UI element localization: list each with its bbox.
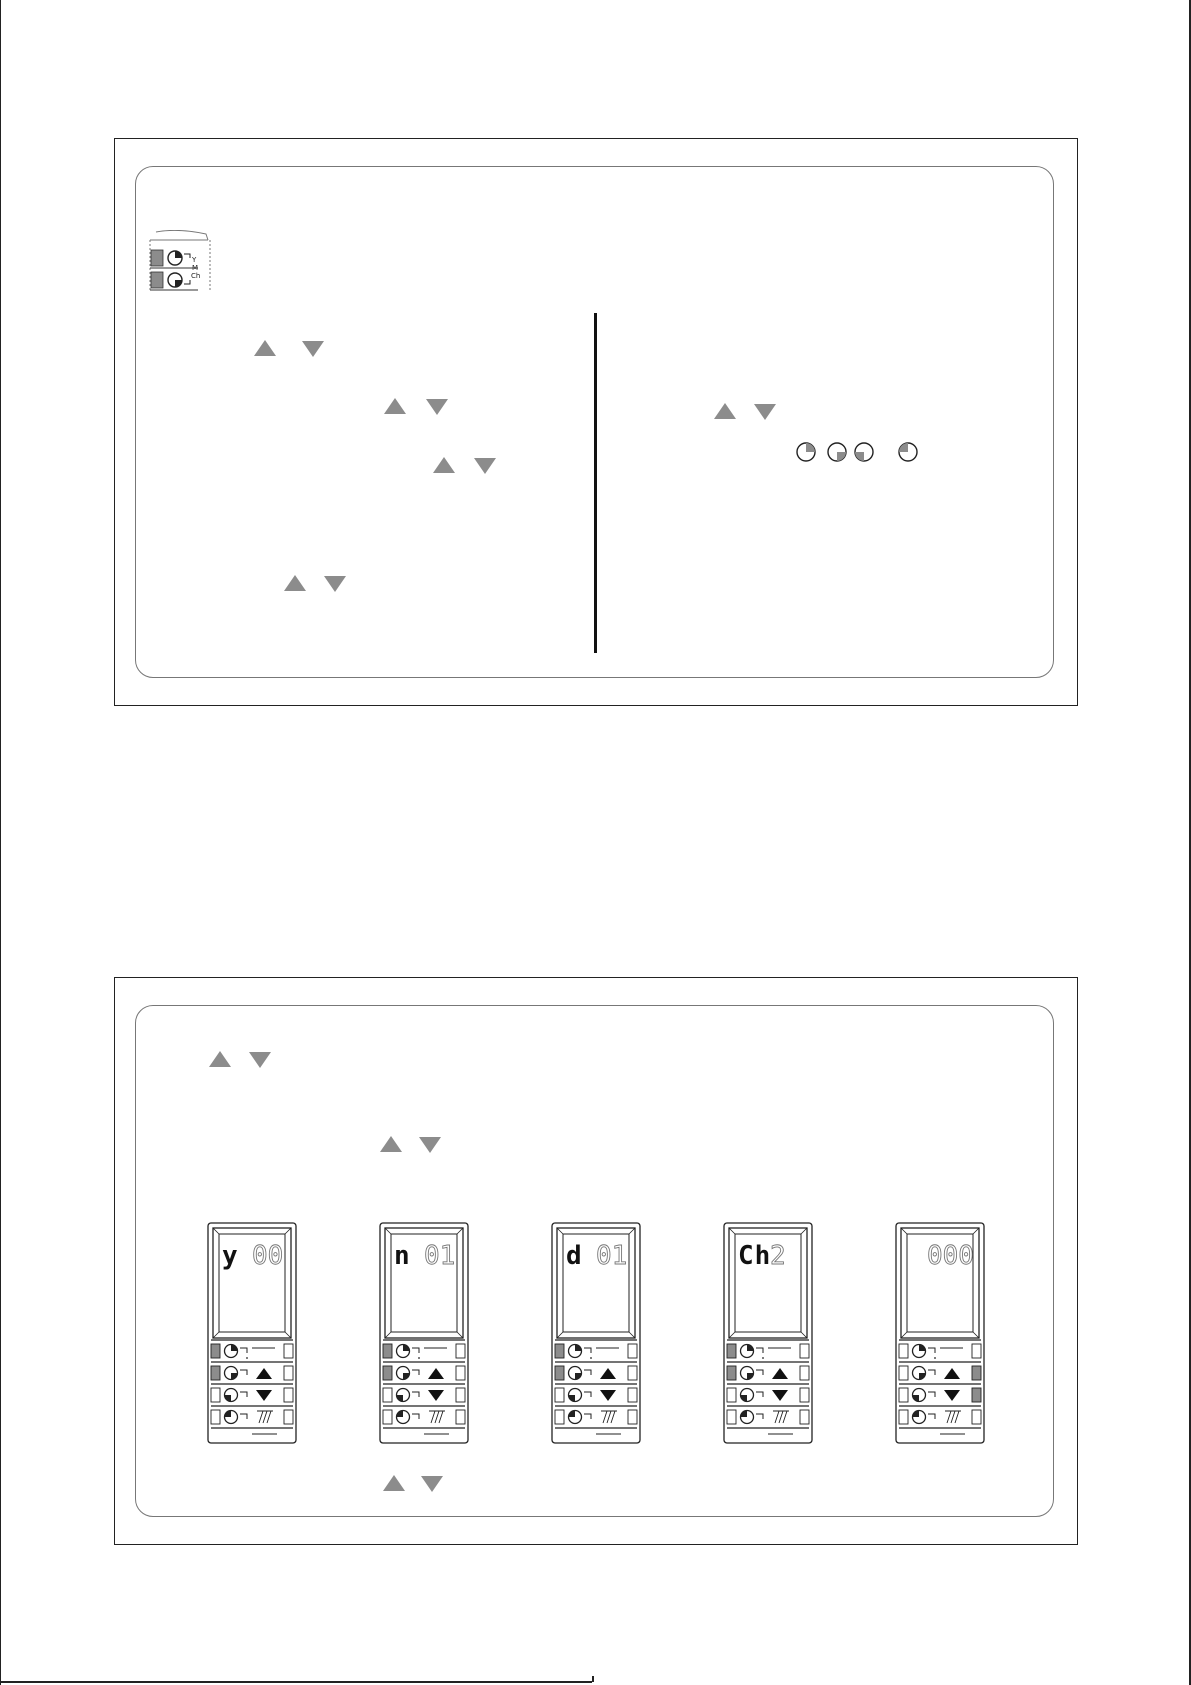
down-arrow-icon xyxy=(324,576,346,592)
lcd-value: 01 xyxy=(596,1241,628,1271)
up-arrow-icon xyxy=(380,1136,402,1152)
remote-control-day xyxy=(551,1222,641,1444)
lcd-value: 000 xyxy=(927,1241,974,1271)
up-arrow-icon xyxy=(383,1475,405,1491)
remote-control-done xyxy=(895,1222,985,1444)
down-arrow-icon xyxy=(474,458,496,474)
lcd-prefix: n xyxy=(394,1241,411,1271)
clock-quarter-3-icon xyxy=(853,441,875,463)
clock-quarter-4-icon xyxy=(897,441,919,463)
label-m: M xyxy=(192,264,199,272)
down-arrow-icon xyxy=(302,341,324,357)
down-arrow-icon xyxy=(249,1052,271,1068)
page-footer-rule xyxy=(0,1681,592,1683)
lcd-value: 2 xyxy=(770,1241,786,1271)
down-arrow-icon xyxy=(754,404,776,420)
down-arrow-icon xyxy=(419,1137,441,1153)
up-arrow-icon xyxy=(209,1051,231,1067)
column-divider xyxy=(594,313,597,653)
remote-control-channel xyxy=(723,1222,813,1444)
down-arrow-icon xyxy=(426,399,448,415)
up-arrow-icon xyxy=(254,340,276,356)
lcd-prefix: Ch xyxy=(738,1241,772,1271)
lcd-value: 00 xyxy=(252,1241,284,1271)
remote-control-month xyxy=(379,1222,469,1444)
label-ch: Ch xyxy=(191,272,201,280)
label-y: Y xyxy=(192,256,197,264)
mode-button-cluster-icon xyxy=(148,230,214,296)
clock-quarter-1-icon xyxy=(795,441,817,463)
up-arrow-icon xyxy=(433,457,455,473)
down-arrow-icon xyxy=(421,1476,443,1492)
up-arrow-icon xyxy=(714,403,736,419)
page-edge-left xyxy=(0,0,1,1685)
page-footer-tick xyxy=(592,1676,594,1682)
up-arrow-icon xyxy=(384,398,406,414)
up-arrow-icon xyxy=(284,575,306,591)
lcd-prefix: y xyxy=(222,1241,239,1271)
lcd-prefix: d xyxy=(566,1241,583,1271)
clock-quarter-2-icon xyxy=(826,441,848,463)
remote-control-year xyxy=(207,1222,297,1444)
page-edge-right xyxy=(1189,0,1191,1685)
lcd-value: 01 xyxy=(424,1241,456,1271)
